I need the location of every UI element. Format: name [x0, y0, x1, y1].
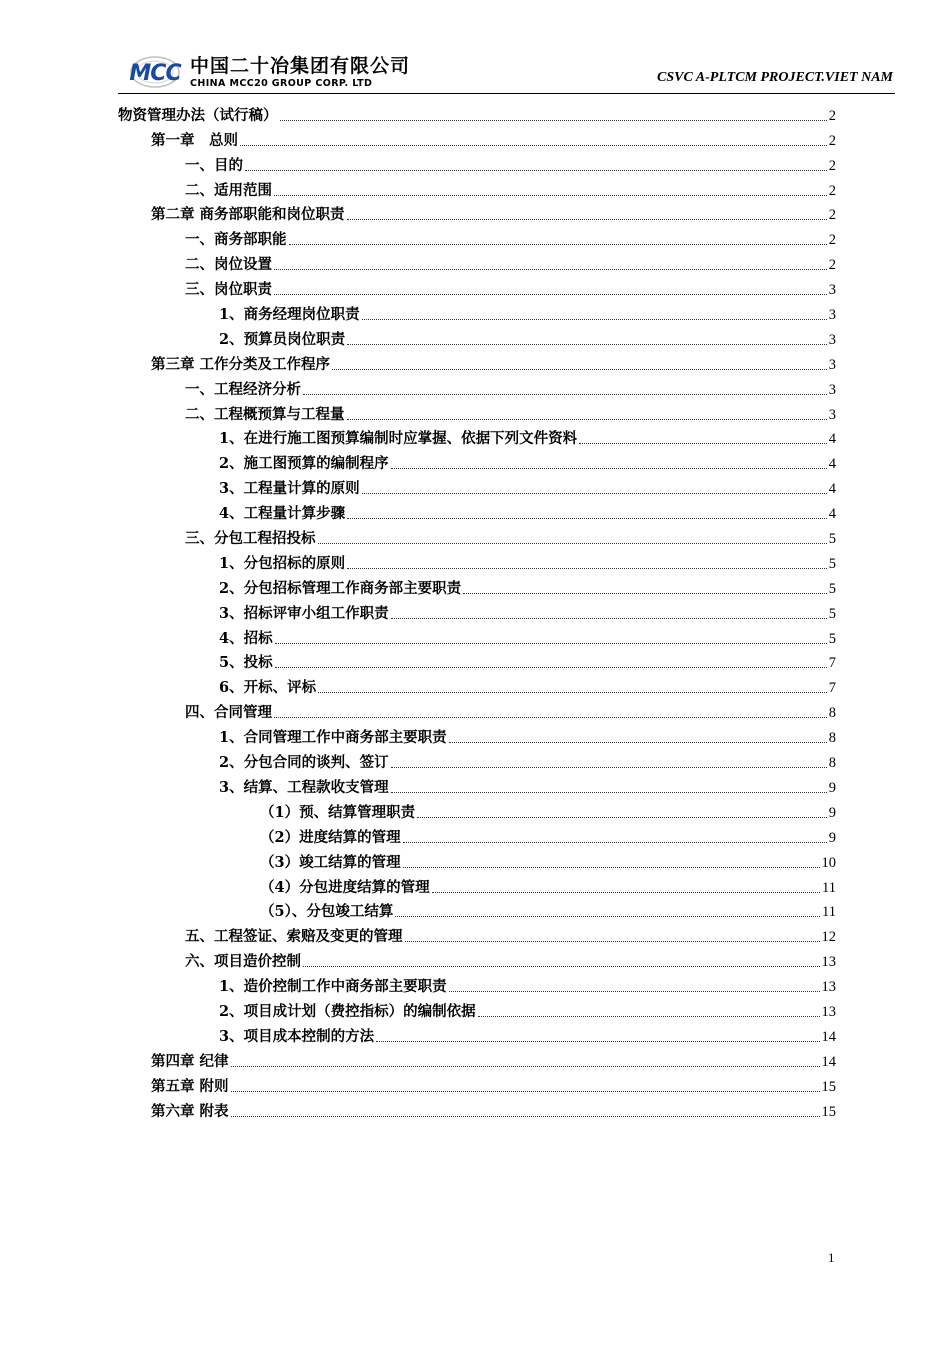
toc-dot-leader — [347, 344, 827, 345]
toc-dot-leader — [395, 916, 820, 917]
toc-entry-page: 2 — [828, 207, 836, 224]
toc-dot-leader — [478, 1016, 820, 1017]
toc-entry[interactable] — [118, 424, 836, 449]
toc-entry[interactable] — [118, 473, 836, 498]
toc-entry-page: 10 — [821, 854, 836, 871]
toc-entry[interactable] — [118, 1046, 836, 1071]
toc-entry-page: 11 — [822, 879, 836, 896]
toc-dot-leader — [347, 419, 827, 420]
toc-entry-page: 3 — [828, 406, 836, 423]
toc-entry-page: 2 — [828, 232, 836, 249]
toc-entry-page: 11 — [822, 904, 836, 921]
toc-dot-leader — [274, 195, 827, 196]
toc-entry[interactable] — [118, 224, 836, 249]
toc-dot-leader — [405, 941, 820, 942]
toc-entry[interactable] — [118, 872, 836, 897]
toc-entry-title: 3、招标评审小组工作职责 — [219, 604, 389, 622]
toc-dot-leader — [449, 742, 827, 743]
toc-entry-title: 1、合同管理工作中商务部主要职责 — [219, 729, 447, 747]
toc-entry[interactable] — [118, 623, 836, 648]
toc-entry-page: 14 — [821, 1028, 836, 1045]
toc-entry-title: 3、工程量计算的原则 — [219, 480, 360, 498]
toc-dot-leader — [245, 170, 827, 171]
toc-entry[interactable] — [118, 498, 836, 523]
toc-entry-page: 14 — [821, 1053, 836, 1070]
toc-entry-title: 五、工程签证、索赔及变更的管理 — [185, 928, 403, 946]
page-header — [120, 50, 895, 92]
toc-entry[interactable] — [118, 324, 836, 349]
toc-entry-title: （5）、分包竣工结算 — [260, 903, 394, 921]
toc-dot-leader — [231, 1066, 820, 1067]
toc-dot-leader — [347, 518, 827, 519]
toc-entry[interactable] — [118, 847, 836, 872]
toc-entry[interactable] — [118, 399, 836, 424]
toc-entry[interactable] — [118, 822, 836, 847]
toc-dot-leader — [274, 717, 827, 718]
toc-dot-leader — [303, 394, 827, 395]
toc-dot-leader — [449, 991, 820, 992]
toc-entry-page: 12 — [821, 929, 836, 946]
toc-entry-title: 3、项目成本控制的方法 — [219, 1027, 375, 1045]
toc-entry-page: 4 — [828, 506, 836, 523]
toc-entry-page: 8 — [828, 755, 836, 772]
toc-entry-page: 13 — [821, 1003, 836, 1020]
toc-entry-title: 1、在进行施工图预算编制时应掌握、依据下列文件资料 — [219, 430, 578, 448]
toc-entry-page: 7 — [828, 655, 836, 672]
toc-entry-title: 第二章 商务部职能和岗位职责 — [151, 206, 345, 224]
toc-entry-title: 六、项目造价控制 — [185, 953, 301, 971]
toc-entry-page: 13 — [821, 954, 836, 971]
toc-entry[interactable] — [118, 897, 836, 922]
toc-dot-leader — [403, 842, 827, 843]
toc-entry-page: 3 — [828, 282, 836, 299]
toc-entry-title: 第四章 纪律 — [151, 1052, 229, 1070]
toc-dot-leader — [280, 120, 827, 121]
toc-entry-title: 1、分包招标的原则 — [219, 554, 346, 572]
header-rule — [118, 93, 895, 94]
toc-entry[interactable] — [118, 249, 836, 274]
toc-entry-title: （2）进度结算的管理 — [260, 828, 401, 846]
toc-entry-page: 5 — [828, 605, 836, 622]
toc-dot-leader — [303, 966, 820, 967]
toc-entry-title: （4）分包进度结算的管理 — [260, 878, 430, 896]
toc-entry-title: 物资管理办法（试行稿） — [118, 106, 278, 124]
toc-entry-title: 3、结算、工程款收支管理 — [219, 778, 389, 796]
project-title: CSVC A-PLTCM PROJECT.VIET NAM — [657, 70, 893, 85]
toc-entry[interactable] — [118, 747, 836, 772]
toc-dot-leader — [275, 667, 827, 668]
toc-entry-title: 一、商务部职能 — [185, 231, 287, 249]
toc-entry-page: 2 — [828, 132, 836, 149]
toc-entry-page: 2 — [828, 182, 836, 199]
page-number: 1 — [828, 1250, 835, 1265]
toc-entry[interactable] — [118, 648, 836, 673]
toc-entry-page: 3 — [828, 356, 836, 373]
toc-entry-title: （3）竣工结算的管理 — [260, 853, 401, 871]
toc-entry-page: 8 — [828, 730, 836, 747]
toc-entry-title: 4、工程量计算步骤 — [219, 505, 346, 523]
toc-entry[interactable] — [118, 598, 836, 623]
toc-entry[interactable] — [118, 772, 836, 797]
toc-dot-leader — [391, 618, 827, 619]
toc-entry-title: 2、分包招标管理工作商务部主要职责 — [219, 579, 462, 597]
toc-entry[interactable] — [118, 150, 836, 175]
toc-entry[interactable] — [118, 722, 836, 747]
toc-entry[interactable] — [118, 299, 836, 324]
toc-entry[interactable] — [118, 971, 836, 996]
toc-dot-leader — [579, 443, 827, 444]
toc-entry-title: 2、分包合同的谈判、签订 — [219, 754, 389, 772]
toc-entry-title: 第一章 总则 — [151, 131, 238, 149]
toc-entry-page: 2 — [828, 257, 836, 274]
toc-entry[interactable] — [118, 374, 836, 399]
toc-dot-leader — [231, 1116, 820, 1117]
toc-entry-page: 3 — [828, 331, 836, 348]
toc-entry-page: 9 — [828, 829, 836, 846]
toc-entry-title: 三、岗位职责 — [185, 281, 272, 299]
toc-entry-page: 5 — [828, 555, 836, 572]
toc-dot-leader — [289, 244, 827, 245]
toc-entry-page: 15 — [821, 1103, 836, 1120]
toc-entry-page: 2 — [828, 157, 836, 174]
toc-entry-title: 第六章 附表 — [151, 1102, 229, 1120]
toc-entry[interactable] — [118, 1096, 836, 1121]
toc-entry[interactable] — [118, 548, 836, 573]
toc-entry-page: 8 — [828, 705, 836, 722]
toc-entry-title: 第三章 工作分类及工作程序 — [151, 355, 331, 373]
toc-dot-leader — [318, 543, 827, 544]
toc-entry-title: 2、项目成计划（费控指标）的编制依据 — [219, 1002, 476, 1020]
toc-dot-leader — [318, 692, 827, 693]
toc-entry-page: 5 — [828, 531, 836, 548]
toc-entry-page: 7 — [828, 680, 836, 697]
toc-entry-title: 1、商务经理岗位职责 — [219, 306, 360, 324]
toc-entry-title: 1、造价控制工作中商务部主要职责 — [219, 978, 447, 996]
toc-dot-leader — [274, 269, 827, 270]
toc-entry-title: 一、工程经济分析 — [185, 380, 301, 398]
toc-dot-leader — [432, 892, 820, 893]
toc-entry-title: （1）预、结算管理职责 — [260, 803, 416, 821]
toc-dot-leader — [362, 319, 827, 320]
toc-entry[interactable] — [118, 946, 836, 971]
toc-entry[interactable] — [118, 697, 836, 722]
toc-dot-leader — [463, 593, 827, 594]
toc-entry[interactable] — [118, 523, 836, 548]
toc-dot-leader — [403, 867, 820, 868]
company-name-en: CHINA MCC20 GROUP CORP. LTD — [190, 78, 373, 89]
toc-entry-title: 2、施工图预算的编制程序 — [219, 455, 389, 473]
toc-dot-leader — [417, 817, 827, 818]
toc-entry-page: 2 — [828, 107, 836, 124]
toc-entry-page: 4 — [828, 456, 836, 473]
toc-entry[interactable] — [118, 672, 836, 697]
toc-entry[interactable] — [118, 175, 836, 200]
company-name-cn: 中国二十冶集团有限公司 — [190, 55, 411, 77]
toc-dot-leader — [391, 767, 827, 768]
toc-dot-leader — [376, 1041, 819, 1042]
toc-entry-title: 6、开标、评标 — [219, 679, 317, 697]
toc-entry-title: 二、岗位设置 — [185, 256, 272, 274]
toc-dot-leader — [362, 493, 827, 494]
toc-entry[interactable] — [118, 921, 836, 946]
logo-text: MCC — [129, 61, 181, 86]
toc-entry-page: 9 — [828, 779, 836, 796]
toc-entry[interactable] — [118, 349, 836, 374]
mcc-logo — [124, 54, 186, 90]
toc-entry-title: 5、投标 — [219, 654, 273, 672]
toc-entry-title: 一、目的 — [185, 156, 243, 174]
toc-entry-page: 9 — [828, 804, 836, 821]
toc-entry[interactable] — [118, 1071, 836, 1096]
toc-entry[interactable] — [118, 100, 836, 125]
toc-dot-leader — [347, 568, 827, 569]
toc-entry-title: 二、工程概预算与工程量 — [185, 405, 345, 423]
toc-dot-leader — [347, 219, 827, 220]
toc-dot-leader — [231, 1091, 820, 1092]
toc-entry-page: 5 — [828, 630, 836, 647]
toc-entry[interactable] — [118, 797, 836, 822]
toc-entry[interactable] — [118, 448, 836, 473]
toc-entry[interactable] — [118, 125, 836, 150]
toc-entry-title: 四、合同管理 — [185, 704, 272, 722]
toc-entry-title: 二、适用范围 — [185, 181, 272, 199]
toc-dot-leader — [391, 468, 827, 469]
toc-entry-page: 5 — [828, 580, 836, 597]
toc-entry-page: 4 — [828, 431, 836, 448]
toc-dot-leader — [275, 643, 827, 644]
toc-entry-page: 3 — [828, 381, 836, 398]
toc-entry[interactable] — [118, 200, 836, 225]
toc-entry-title: 4、招标 — [219, 629, 273, 647]
toc-entry-page: 15 — [821, 1078, 836, 1095]
toc-dot-leader — [274, 294, 827, 295]
toc-entry-title: 第五章 附则 — [151, 1077, 229, 1095]
toc-dot-leader — [240, 145, 827, 146]
table-of-contents — [118, 100, 836, 1121]
toc-entry-page: 13 — [821, 979, 836, 996]
toc-entry[interactable] — [118, 573, 836, 598]
toc-entry-page: 3 — [828, 307, 836, 324]
toc-entry[interactable] — [118, 1021, 836, 1046]
toc-entry[interactable] — [118, 274, 836, 299]
toc-entry[interactable] — [118, 996, 836, 1021]
toc-dot-leader — [391, 792, 827, 793]
toc-dot-leader — [332, 369, 827, 370]
toc-entry-title: 2、预算员岗位职责 — [219, 330, 346, 348]
toc-entry-title: 三、分包工程招投标 — [185, 530, 316, 548]
toc-entry-page: 4 — [828, 481, 836, 498]
